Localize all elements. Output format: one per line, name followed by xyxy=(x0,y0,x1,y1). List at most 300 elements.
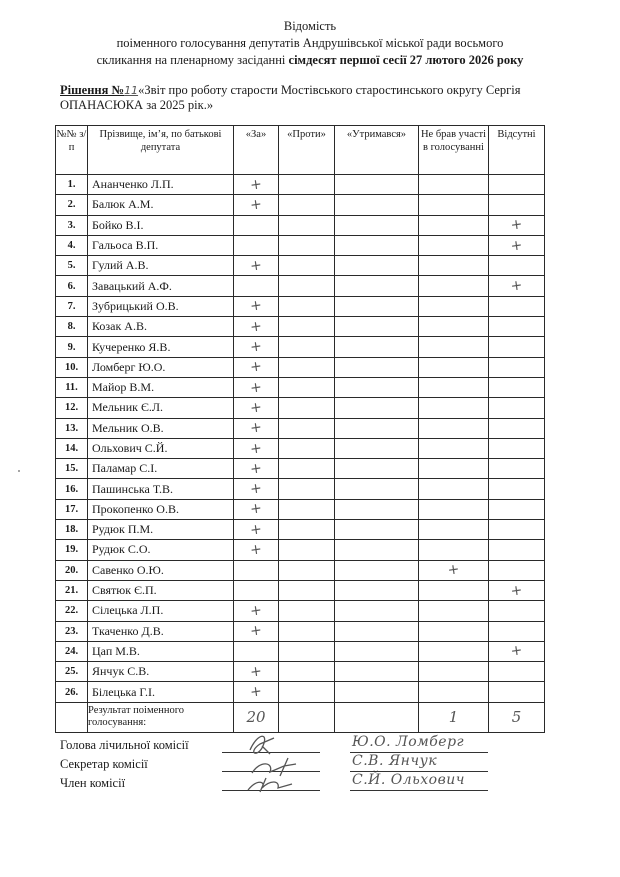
vote-mark xyxy=(419,606,487,616)
vote-mark xyxy=(419,261,487,271)
vote-cell-against xyxy=(279,520,335,540)
vote-cell-abstain xyxy=(335,215,419,235)
vote-cell-not-voted xyxy=(419,337,489,357)
vote-mark xyxy=(335,402,417,414)
row-number: 14. xyxy=(56,438,88,458)
vote-mark: + xyxy=(509,277,524,295)
vote-mark xyxy=(279,384,333,392)
vote-mark xyxy=(279,201,333,209)
row-number: 8. xyxy=(56,317,88,337)
table-row xyxy=(56,621,545,641)
vote-mark xyxy=(234,242,278,248)
deputy-name: Зубрицький О.В. xyxy=(88,296,234,316)
vote-cell-absent xyxy=(489,499,545,519)
session-line-bold: сімдесят першої сесії 27 лютого 2026 року xyxy=(288,53,524,67)
vote-mark xyxy=(335,544,417,556)
vote-cell-against xyxy=(279,195,335,215)
vote-mark xyxy=(419,241,487,251)
row-number: 21. xyxy=(56,580,88,600)
vote-mark: + xyxy=(249,439,263,458)
vote-cell-not-voted xyxy=(419,601,489,621)
vote-cell-not-voted xyxy=(419,357,489,377)
chair-label: Голова лічильної комісії xyxy=(60,738,189,752)
vote-mark xyxy=(419,200,487,210)
vote-mark xyxy=(489,363,543,371)
vote-cell-abstain xyxy=(335,641,419,661)
deputy-name: Рудюк П.М. xyxy=(88,520,234,540)
table-row xyxy=(56,215,545,235)
vote-mark xyxy=(279,506,333,514)
vote-mark xyxy=(335,422,417,434)
vote-mark xyxy=(419,363,487,373)
row-number: 22. xyxy=(56,601,88,621)
vote-cell-for xyxy=(234,540,279,560)
vote-cell-absent xyxy=(489,520,545,540)
vote-mark xyxy=(335,565,417,577)
vote-mark: + xyxy=(249,480,263,498)
col-against-header: «Проти» xyxy=(279,126,335,175)
vote-cell-against xyxy=(279,662,335,682)
vote-mark xyxy=(279,526,333,534)
vote-mark xyxy=(489,526,543,534)
vote-cell-not-voted xyxy=(419,520,489,540)
vote-cell-against xyxy=(279,682,335,702)
vote-cell-abstain xyxy=(335,418,419,438)
col-absent-header: Відсутні xyxy=(489,126,545,175)
table-row xyxy=(56,520,545,540)
vote-cell-against xyxy=(279,540,335,560)
vote-cell-for xyxy=(234,438,279,458)
vote-cell-abstain xyxy=(335,296,419,316)
vote-mark: + xyxy=(249,338,263,356)
vote-cell-absent xyxy=(489,601,545,621)
vote-cell-abstain xyxy=(335,175,419,195)
vote-mark xyxy=(335,463,417,475)
vote-mark xyxy=(335,301,417,313)
vote-mark xyxy=(335,646,417,658)
vote-cell-abstain xyxy=(335,276,419,296)
result-absent: 5 xyxy=(489,702,545,732)
vote-mark xyxy=(335,382,417,394)
row-number: 7. xyxy=(56,296,88,316)
vote-mark xyxy=(335,686,417,698)
vote-mark xyxy=(419,464,487,474)
vote-cell-absent xyxy=(489,459,545,479)
vote-mark xyxy=(279,424,333,432)
vote-mark xyxy=(419,220,487,230)
vote-mark xyxy=(335,341,417,353)
vote-mark: + xyxy=(509,236,524,255)
vote-mark xyxy=(335,524,417,536)
vote-mark xyxy=(335,199,417,211)
col-number-header: №№ з/п xyxy=(56,126,88,175)
table-row xyxy=(56,337,545,357)
vote-cell-not-voted xyxy=(419,276,489,296)
vote-mark xyxy=(234,283,278,289)
table-row xyxy=(56,459,545,479)
vote-mark xyxy=(419,302,487,312)
vote-mark xyxy=(335,260,417,272)
deputy-name: Ананченко Л.П. xyxy=(88,175,234,195)
vote-mark xyxy=(419,444,487,454)
vote-mark xyxy=(279,323,333,331)
vote-mark: + xyxy=(249,663,263,681)
vote-cell-abstain xyxy=(335,337,419,357)
decision-number: 11 xyxy=(124,84,139,97)
vote-cell-for xyxy=(234,499,279,519)
vote-mark xyxy=(335,443,417,455)
member-name-line xyxy=(350,790,488,791)
secretary-label: Секретар комісії xyxy=(60,757,148,771)
vote-mark xyxy=(279,404,333,412)
vote-cell-against xyxy=(279,438,335,458)
vote-mark xyxy=(279,343,333,351)
vote-mark xyxy=(234,222,278,228)
vote-cell-abstain xyxy=(335,682,419,702)
vote-cell-not-voted xyxy=(419,418,489,438)
vote-mark xyxy=(489,424,543,432)
vote-cell-against xyxy=(279,580,335,600)
deputy-name: Ткаченко Д.В. xyxy=(88,621,234,641)
vote-mark: + xyxy=(249,419,263,437)
vote-mark xyxy=(419,383,487,393)
vote-mark xyxy=(419,687,487,697)
vote-cell-against xyxy=(279,621,335,641)
table-row xyxy=(56,540,545,560)
row-number: 11. xyxy=(56,377,88,397)
vote-mark: + xyxy=(249,358,263,377)
vote-cell-not-voted xyxy=(419,195,489,215)
vote-cell-against xyxy=(279,256,335,276)
deputy-name: Рудюк С.О. xyxy=(88,540,234,560)
vote-mark xyxy=(489,485,543,493)
vote-cell-absent xyxy=(489,540,545,560)
table-row xyxy=(56,499,545,519)
deputy-name: Балюк А.М. xyxy=(88,195,234,215)
vote-cell-abstain xyxy=(335,520,419,540)
vote-mark: + xyxy=(249,602,263,620)
vote-cell-against xyxy=(279,560,335,580)
table-row xyxy=(56,662,545,682)
vote-cell-abstain xyxy=(335,256,419,276)
vote-cell-not-voted xyxy=(419,641,489,661)
vote-mark: + xyxy=(446,561,461,580)
vote-cell-abstain xyxy=(335,499,419,519)
session-line-text: скликання на пленарному засіданні xyxy=(96,53,289,67)
vote-mark xyxy=(335,280,417,292)
vote-cell-not-voted xyxy=(419,377,489,397)
row-number: 24. xyxy=(56,641,88,661)
table-row xyxy=(56,398,545,418)
vote-cell-absent xyxy=(489,357,545,377)
vote-cell-against xyxy=(279,377,335,397)
vote-cell-not-voted xyxy=(419,438,489,458)
row-number: 4. xyxy=(56,235,88,255)
vote-cell-abstain xyxy=(335,601,419,621)
vote-cell-absent xyxy=(489,621,545,641)
vote-cell-abstain xyxy=(335,540,419,560)
vote-mark xyxy=(279,303,333,311)
vote-cell-for xyxy=(234,195,279,215)
vote-cell-absent xyxy=(489,580,545,600)
row-number: 25. xyxy=(56,662,88,682)
vote-mark: + xyxy=(249,460,263,478)
vote-mark xyxy=(419,342,487,352)
vote-mark xyxy=(489,566,543,574)
vote-mark xyxy=(419,667,487,677)
secretary-name: С.В. Янчук xyxy=(352,753,438,769)
vote-cell-for xyxy=(234,520,279,540)
row-number: 3. xyxy=(56,215,88,235)
vote-cell-absent xyxy=(489,479,545,499)
vote-mark xyxy=(419,484,487,494)
row-number: 18. xyxy=(56,520,88,540)
vote-mark xyxy=(234,588,278,594)
vote-mark xyxy=(489,404,543,412)
vote-cell-for xyxy=(234,175,279,195)
table-row xyxy=(56,418,545,438)
vote-cell-not-voted xyxy=(419,175,489,195)
table-row xyxy=(56,682,545,702)
deputy-name: Гальоса В.П. xyxy=(88,235,234,255)
vote-mark xyxy=(419,403,487,413)
vote-mark: + xyxy=(509,581,524,600)
vote-cell-for xyxy=(234,317,279,337)
vote-cell-abstain xyxy=(335,357,419,377)
vote-mark: + xyxy=(249,175,263,194)
table-row xyxy=(56,580,545,600)
vote-cell-for xyxy=(234,357,279,377)
vote-mark xyxy=(489,201,543,209)
vote-mark xyxy=(335,219,417,231)
row-number: 26. xyxy=(56,682,88,702)
vote-cell-for xyxy=(234,459,279,479)
deputy-name: Мельник Є.Л. xyxy=(88,398,234,418)
vote-mark xyxy=(335,321,417,333)
vote-mark xyxy=(419,586,487,596)
table-row xyxy=(56,195,545,215)
deputy-name: Янчук С.В. xyxy=(88,662,234,682)
vote-mark xyxy=(279,668,333,676)
vote-mark: + xyxy=(249,378,263,397)
vote-cell-abstain xyxy=(335,438,419,458)
vote-mark xyxy=(489,384,543,392)
vote-cell-absent xyxy=(489,296,545,316)
vote-mark: + xyxy=(249,500,263,519)
vote-cell-abstain xyxy=(335,580,419,600)
vote-mark: + xyxy=(509,642,524,661)
vote-mark: + xyxy=(249,399,263,417)
table-row xyxy=(56,357,545,377)
vote-cell-not-voted xyxy=(419,215,489,235)
vote-mark xyxy=(279,221,333,229)
decision-label: Рішення № xyxy=(60,83,125,97)
col-name-header: Прізвище, ім’я, по батькові депутата xyxy=(88,126,234,175)
vote-cell-against xyxy=(279,357,335,377)
result-for: 20 xyxy=(234,702,279,732)
table-row xyxy=(56,601,545,621)
vote-mark xyxy=(234,648,278,654)
deputy-name: Паламар С.І. xyxy=(88,459,234,479)
table-row xyxy=(56,235,545,255)
table-row xyxy=(56,641,545,661)
voting-rows xyxy=(56,175,545,703)
vote-cell-abstain xyxy=(335,459,419,479)
vote-cell-abstain xyxy=(335,377,419,397)
vote-cell-for xyxy=(234,418,279,438)
vote-cell-abstain xyxy=(335,560,419,580)
vote-cell-absent xyxy=(489,662,545,682)
decision-heading xyxy=(60,83,580,113)
vote-cell-for xyxy=(234,621,279,641)
vote-cell-against xyxy=(279,479,335,499)
vote-cell-against xyxy=(279,317,335,337)
row-number: 1. xyxy=(56,175,88,195)
row-number: 23. xyxy=(56,621,88,641)
vote-mark xyxy=(279,262,333,270)
vote-cell-not-voted xyxy=(419,296,489,316)
vote-cell-for xyxy=(234,479,279,499)
vote-cell-for xyxy=(234,662,279,682)
deputy-name: Гулий А.В. xyxy=(88,256,234,276)
vote-cell-not-voted xyxy=(419,499,489,519)
vote-cell-absent xyxy=(489,682,545,702)
row-number: 17. xyxy=(56,499,88,519)
deputy-name: Козак А.В. xyxy=(88,317,234,337)
vote-cell-absent xyxy=(489,398,545,418)
table-row xyxy=(56,560,545,580)
vote-mark: + xyxy=(249,196,263,214)
deputy-name: Цап М.В. xyxy=(88,641,234,661)
deputy-name: Мельник О.В. xyxy=(88,418,234,438)
vote-mark xyxy=(419,281,487,291)
vote-cell-against xyxy=(279,235,335,255)
vote-cell-for xyxy=(234,641,279,661)
chair-name-line xyxy=(350,752,488,753)
vote-cell-not-voted xyxy=(419,317,489,337)
vote-mark xyxy=(279,607,333,615)
row-number: 9. xyxy=(56,337,88,357)
deputy-name: Савенко О.Ю. xyxy=(88,560,234,580)
result-not-voted: 1 xyxy=(419,702,489,732)
vote-cell-abstain xyxy=(335,235,419,255)
table-row xyxy=(56,438,545,458)
vote-cell-absent xyxy=(489,317,545,337)
vote-mark: + xyxy=(249,257,263,275)
vote-mark xyxy=(489,323,543,331)
vote-mark xyxy=(279,445,333,453)
vote-cell-absent xyxy=(489,235,545,255)
vote-mark xyxy=(279,485,333,493)
vote-cell-absent xyxy=(489,560,545,580)
table-row xyxy=(56,479,545,499)
vote-mark: + xyxy=(249,297,263,316)
deputy-name: Кучеренко Я.В. xyxy=(88,337,234,357)
vote-cell-absent xyxy=(489,418,545,438)
vote-mark xyxy=(279,282,333,290)
vote-cell-not-voted xyxy=(419,459,489,479)
vote-mark xyxy=(279,566,333,574)
vote-mark xyxy=(419,423,487,433)
vote-cell-against xyxy=(279,641,335,661)
vote-cell-for xyxy=(234,682,279,702)
member-name: С.Й. Ольхович xyxy=(352,772,465,788)
vote-mark xyxy=(335,605,417,617)
vote-cell-not-voted xyxy=(419,580,489,600)
vote-mark xyxy=(419,647,487,657)
vote-cell-absent xyxy=(489,215,545,235)
vote-cell-abstain xyxy=(335,621,419,641)
vote-mark xyxy=(489,465,543,473)
vote-mark xyxy=(489,627,543,635)
vote-mark xyxy=(489,546,543,554)
vote-mark xyxy=(419,545,487,555)
vote-mark xyxy=(489,607,543,615)
vote-mark xyxy=(279,627,333,635)
vote-mark xyxy=(335,179,417,191)
table-row xyxy=(56,276,545,296)
vote-mark xyxy=(419,180,487,190)
vote-cell-for xyxy=(234,276,279,296)
vote-mark xyxy=(335,585,417,597)
vote-mark: + xyxy=(249,317,263,336)
vote-cell-against xyxy=(279,175,335,195)
deputy-name: Ольхович С.Й. xyxy=(88,438,234,458)
vote-cell-not-voted xyxy=(419,560,489,580)
vote-mark xyxy=(234,567,278,573)
table-row xyxy=(56,175,545,195)
vote-cell-not-voted xyxy=(419,256,489,276)
deputy-name: Ломберг Ю.О. xyxy=(88,357,234,377)
vote-cell-for xyxy=(234,235,279,255)
vote-cell-for xyxy=(234,398,279,418)
vote-cell-absent xyxy=(489,337,545,357)
vote-mark xyxy=(279,546,333,554)
row-number: 10. xyxy=(56,357,88,377)
table-row xyxy=(56,317,545,337)
vote-cell-abstain xyxy=(335,662,419,682)
vote-cell-absent xyxy=(489,175,545,195)
row-number: 6. xyxy=(56,276,88,296)
vote-cell-for xyxy=(234,601,279,621)
vote-mark xyxy=(419,322,487,332)
vote-cell-absent xyxy=(489,377,545,397)
vote-mark xyxy=(489,506,543,514)
vote-cell-for xyxy=(234,256,279,276)
vote-mark xyxy=(489,688,543,696)
vote-mark xyxy=(335,483,417,495)
vote-cell-for xyxy=(234,580,279,600)
vote-cell-for xyxy=(234,215,279,235)
vote-cell-abstain xyxy=(335,479,419,499)
vote-cell-absent xyxy=(489,256,545,276)
deputy-name: Сілецька Л.П. xyxy=(88,601,234,621)
scan-speck xyxy=(18,470,20,472)
vote-mark xyxy=(335,240,417,252)
row-number: 12. xyxy=(56,398,88,418)
table-row xyxy=(56,256,545,276)
vote-cell-not-voted xyxy=(419,662,489,682)
vote-cell-against xyxy=(279,215,335,235)
table-row xyxy=(56,296,545,316)
decision-text: «Звіт про роботу старости Мостівського старостинського округу Сергія ОПАНАСЮКА за 2025 рік.» xyxy=(60,83,521,112)
vote-cell-absent xyxy=(489,276,545,296)
deputy-name: Прокопенко О.В. xyxy=(88,499,234,519)
vote-cell-against xyxy=(279,418,335,438)
secretary-name-line xyxy=(350,771,488,772)
vote-cell-against xyxy=(279,296,335,316)
vote-mark: + xyxy=(249,541,263,559)
